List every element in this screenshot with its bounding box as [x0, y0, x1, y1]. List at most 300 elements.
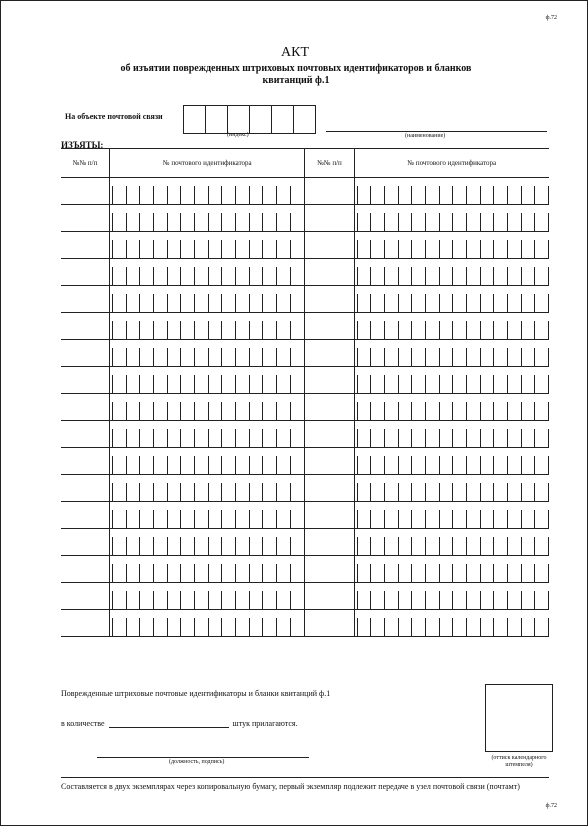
digit-box[interactable]: [411, 429, 425, 447]
digit-box[interactable]: [480, 429, 494, 447]
digit-box[interactable]: [439, 267, 453, 285]
digit-box[interactable]: [235, 294, 249, 312]
digit-box[interactable]: [480, 213, 494, 231]
digit-box[interactable]: [235, 537, 249, 555]
digit-box[interactable]: [139, 375, 153, 393]
digit-box[interactable]: [290, 591, 305, 609]
digit-box[interactable]: [290, 456, 305, 474]
digit-box[interactable]: [180, 267, 194, 285]
digit-box[interactable]: [411, 375, 425, 393]
digit-box[interactable]: [208, 186, 222, 204]
digit-box[interactable]: [167, 240, 181, 258]
row-number-cell[interactable]: [61, 232, 110, 259]
digit-box[interactable]: [411, 483, 425, 501]
digit-box[interactable]: [167, 483, 181, 501]
digit-box[interactable]: [153, 564, 167, 582]
digit-box[interactable]: [276, 483, 290, 501]
digit-box[interactable]: [534, 456, 549, 474]
digit-box[interactable]: [126, 348, 140, 366]
digit-box[interactable]: [466, 564, 480, 582]
digit-box[interactable]: [507, 375, 521, 393]
identifier-cell[interactable]: [354, 475, 549, 502]
identifier-cell[interactable]: [354, 556, 549, 583]
digit-box[interactable]: [398, 375, 412, 393]
digit-box[interactable]: [357, 402, 371, 420]
stamp-box[interactable]: [485, 684, 553, 752]
digit-box[interactable]: [276, 213, 290, 231]
digit-box[interactable]: [439, 240, 453, 258]
row-number-cell[interactable]: [305, 313, 354, 340]
index-digit-box[interactable]: [293, 105, 316, 134]
digit-box[interactable]: [139, 186, 153, 204]
digit-box[interactable]: [411, 321, 425, 339]
digit-box[interactable]: [534, 267, 549, 285]
digit-box[interactable]: [370, 213, 384, 231]
digit-box[interactable]: [112, 186, 126, 204]
row-number-cell[interactable]: [305, 178, 354, 205]
identifier-cell[interactable]: [354, 178, 549, 205]
digit-box[interactable]: [466, 591, 480, 609]
digit-box[interactable]: [208, 267, 222, 285]
digit-box[interactable]: [521, 240, 535, 258]
digit-box[interactable]: [249, 618, 263, 636]
digit-box[interactable]: [180, 348, 194, 366]
identifier-cell[interactable]: [354, 205, 549, 232]
digit-box[interactable]: [493, 591, 507, 609]
digit-box[interactable]: [153, 321, 167, 339]
digit-box[interactable]: [466, 537, 480, 555]
digit-box[interactable]: [112, 321, 126, 339]
digit-box[interactable]: [139, 456, 153, 474]
digit-box[interactable]: [235, 618, 249, 636]
digit-box[interactable]: [221, 240, 235, 258]
digit-box[interactable]: [466, 483, 480, 501]
digit-box[interactable]: [411, 618, 425, 636]
digit-box[interactable]: [493, 456, 507, 474]
digit-box[interactable]: [534, 213, 549, 231]
digit-box[interactable]: [167, 591, 181, 609]
digit-box[interactable]: [112, 483, 126, 501]
digit-box[interactable]: [398, 213, 412, 231]
digit-box[interactable]: [480, 591, 494, 609]
index-digit-box[interactable]: [205, 105, 228, 134]
digit-box[interactable]: [534, 294, 549, 312]
digit-box[interactable]: [139, 483, 153, 501]
digit-box[interactable]: [249, 213, 263, 231]
digit-box[interactable]: [180, 429, 194, 447]
digit-box[interactable]: [262, 510, 276, 528]
digit-box[interactable]: [221, 483, 235, 501]
digit-box[interactable]: [249, 402, 263, 420]
digit-box[interactable]: [126, 375, 140, 393]
digit-box[interactable]: [139, 537, 153, 555]
digit-box[interactable]: [521, 402, 535, 420]
digit-box[interactable]: [439, 456, 453, 474]
digit-box[interactable]: [493, 375, 507, 393]
digit-box[interactable]: [521, 456, 535, 474]
digit-box[interactable]: [507, 510, 521, 528]
digit-box[interactable]: [398, 267, 412, 285]
digit-box[interactable]: [493, 537, 507, 555]
identifier-cell[interactable]: [354, 502, 549, 529]
identifier-cell[interactable]: [354, 448, 549, 475]
digit-box[interactable]: [208, 294, 222, 312]
digit-box[interactable]: [534, 618, 549, 636]
identifier-cell[interactable]: [110, 556, 305, 583]
digit-box[interactable]: [221, 321, 235, 339]
digit-box[interactable]: [180, 618, 194, 636]
digit-box[interactable]: [249, 186, 263, 204]
digit-box[interactable]: [126, 564, 140, 582]
digit-box[interactable]: [384, 213, 398, 231]
digit-box[interactable]: [235, 375, 249, 393]
digit-box[interactable]: [398, 348, 412, 366]
digit-box[interactable]: [221, 348, 235, 366]
digit-box[interactable]: [194, 294, 208, 312]
digit-box[interactable]: [167, 294, 181, 312]
digit-box[interactable]: [208, 618, 222, 636]
digit-box[interactable]: [521, 186, 535, 204]
digit-box[interactable]: [180, 321, 194, 339]
digit-box[interactable]: [398, 429, 412, 447]
digit-box[interactable]: [276, 186, 290, 204]
digit-box[interactable]: [521, 429, 535, 447]
digit-box[interactable]: [357, 510, 371, 528]
digit-box[interactable]: [370, 483, 384, 501]
identifier-cell[interactable]: [354, 259, 549, 286]
digit-box[interactable]: [249, 240, 263, 258]
digit-box[interactable]: [221, 618, 235, 636]
digit-box[interactable]: [153, 375, 167, 393]
digit-box[interactable]: [411, 402, 425, 420]
digit-box[interactable]: [411, 348, 425, 366]
row-number-cell[interactable]: [61, 286, 110, 313]
digit-box[interactable]: [112, 429, 126, 447]
digit-box[interactable]: [370, 375, 384, 393]
digit-box[interactable]: [521, 294, 535, 312]
identifier-cell[interactable]: [110, 583, 305, 610]
row-number-cell[interactable]: [61, 610, 110, 637]
digit-box[interactable]: [208, 402, 222, 420]
digit-box[interactable]: [357, 267, 371, 285]
digit-box[interactable]: [357, 537, 371, 555]
digit-box[interactable]: [384, 321, 398, 339]
digit-box[interactable]: [384, 186, 398, 204]
digit-box[interactable]: [493, 483, 507, 501]
identifier-cell[interactable]: [354, 313, 549, 340]
row-number-cell[interactable]: [61, 340, 110, 367]
row-number-cell[interactable]: [61, 205, 110, 232]
row-number-cell[interactable]: [305, 502, 354, 529]
row-number-cell[interactable]: [61, 475, 110, 502]
row-number-cell[interactable]: [305, 259, 354, 286]
digit-box[interactable]: [466, 267, 480, 285]
digit-box[interactable]: [493, 402, 507, 420]
digit-box[interactable]: [411, 186, 425, 204]
digit-box[interactable]: [452, 240, 466, 258]
index-digit-box[interactable]: [271, 105, 294, 134]
row-number-cell[interactable]: [305, 286, 354, 313]
digit-box[interactable]: [411, 213, 425, 231]
digit-box[interactable]: [194, 240, 208, 258]
digit-box[interactable]: [153, 267, 167, 285]
digit-box[interactable]: [235, 348, 249, 366]
identifier-cell[interactable]: [110, 313, 305, 340]
digit-box[interactable]: [221, 267, 235, 285]
row-number-cell[interactable]: [305, 529, 354, 556]
digit-box[interactable]: [466, 186, 480, 204]
digit-box[interactable]: [480, 375, 494, 393]
digit-box[interactable]: [262, 240, 276, 258]
digit-box[interactable]: [276, 537, 290, 555]
digit-box[interactable]: [126, 240, 140, 258]
digit-box[interactable]: [235, 456, 249, 474]
digit-box[interactable]: [153, 483, 167, 501]
digit-box[interactable]: [139, 267, 153, 285]
digit-box[interactable]: [493, 321, 507, 339]
digit-box[interactable]: [493, 348, 507, 366]
digit-box[interactable]: [139, 564, 153, 582]
digit-box[interactable]: [126, 456, 140, 474]
digit-box[interactable]: [398, 240, 412, 258]
digit-box[interactable]: [452, 591, 466, 609]
digit-box[interactable]: [357, 348, 371, 366]
digit-box[interactable]: [262, 618, 276, 636]
digit-box[interactable]: [452, 321, 466, 339]
digit-box[interactable]: [262, 348, 276, 366]
identifier-cell[interactable]: [110, 367, 305, 394]
digit-box[interactable]: [290, 402, 305, 420]
digit-box[interactable]: [276, 402, 290, 420]
digit-box[interactable]: [126, 186, 140, 204]
digit-box[interactable]: [249, 375, 263, 393]
digit-box[interactable]: [493, 564, 507, 582]
digit-box[interactable]: [493, 294, 507, 312]
digit-box[interactable]: [249, 510, 263, 528]
digit-box[interactable]: [208, 321, 222, 339]
digit-box[interactable]: [425, 456, 439, 474]
digit-box[interactable]: [167, 537, 181, 555]
digit-box[interactable]: [357, 591, 371, 609]
digit-box[interactable]: [425, 186, 439, 204]
digit-box[interactable]: [167, 456, 181, 474]
digit-box[interactable]: [507, 537, 521, 555]
digit-box[interactable]: [235, 321, 249, 339]
digit-box[interactable]: [398, 402, 412, 420]
digit-box[interactable]: [452, 213, 466, 231]
digit-box[interactable]: [153, 348, 167, 366]
digit-box[interactable]: [439, 537, 453, 555]
digit-box[interactable]: [439, 510, 453, 528]
row-number-cell[interactable]: [305, 367, 354, 394]
row-number-cell[interactable]: [305, 583, 354, 610]
digit-box[interactable]: [493, 213, 507, 231]
digit-box[interactable]: [534, 240, 549, 258]
digit-box[interactable]: [221, 402, 235, 420]
digit-box[interactable]: [180, 294, 194, 312]
digit-box[interactable]: [167, 402, 181, 420]
digit-box[interactable]: [153, 402, 167, 420]
digit-box[interactable]: [507, 240, 521, 258]
digit-box[interactable]: [480, 483, 494, 501]
digit-box[interactable]: [221, 591, 235, 609]
digit-box[interactable]: [425, 429, 439, 447]
digit-box[interactable]: [167, 510, 181, 528]
digit-box[interactable]: [139, 240, 153, 258]
digit-box[interactable]: [398, 591, 412, 609]
digit-box[interactable]: [167, 375, 181, 393]
row-number-cell[interactable]: [61, 394, 110, 421]
digit-box[interactable]: [357, 186, 371, 204]
digit-box[interactable]: [480, 618, 494, 636]
digit-box[interactable]: [425, 267, 439, 285]
digit-box[interactable]: [249, 483, 263, 501]
digit-box[interactable]: [466, 240, 480, 258]
digit-box[interactable]: [480, 294, 494, 312]
identifier-cell[interactable]: [110, 529, 305, 556]
digit-box[interactable]: [384, 537, 398, 555]
row-number-cell[interactable]: [61, 448, 110, 475]
digit-box[interactable]: [466, 456, 480, 474]
digit-box[interactable]: [452, 483, 466, 501]
digit-box[interactable]: [276, 429, 290, 447]
digit-box[interactable]: [357, 321, 371, 339]
digit-box[interactable]: [276, 294, 290, 312]
digit-box[interactable]: [439, 348, 453, 366]
digit-box[interactable]: [480, 456, 494, 474]
digit-box[interactable]: [126, 591, 140, 609]
digit-box[interactable]: [112, 294, 126, 312]
signature-field[interactable]: [97, 757, 309, 758]
digit-box[interactable]: [357, 429, 371, 447]
digit-box[interactable]: [112, 591, 126, 609]
digit-box[interactable]: [425, 564, 439, 582]
digit-box[interactable]: [493, 429, 507, 447]
digit-box[interactable]: [384, 267, 398, 285]
digit-box[interactable]: [507, 294, 521, 312]
digit-box[interactable]: [357, 564, 371, 582]
identifier-cell[interactable]: [354, 394, 549, 421]
digit-box[interactable]: [276, 240, 290, 258]
digit-box[interactable]: [262, 564, 276, 582]
digit-box[interactable]: [439, 429, 453, 447]
digit-box[interactable]: [221, 510, 235, 528]
digit-box[interactable]: [480, 537, 494, 555]
row-number-cell[interactable]: [305, 340, 354, 367]
digit-box[interactable]: [398, 564, 412, 582]
identifier-cell[interactable]: [110, 286, 305, 313]
digit-box[interactable]: [235, 564, 249, 582]
digit-box[interactable]: [534, 429, 549, 447]
digit-box[interactable]: [411, 537, 425, 555]
digit-box[interactable]: [112, 456, 126, 474]
identifier-cell[interactable]: [354, 529, 549, 556]
digit-box[interactable]: [208, 348, 222, 366]
digit-box[interactable]: [112, 240, 126, 258]
digit-box[interactable]: [139, 321, 153, 339]
digit-box[interactable]: [235, 483, 249, 501]
digit-box[interactable]: [452, 564, 466, 582]
identifier-cell[interactable]: [110, 502, 305, 529]
digit-box[interactable]: [452, 429, 466, 447]
digit-box[interactable]: [384, 483, 398, 501]
digit-box[interactable]: [411, 294, 425, 312]
digit-box[interactable]: [521, 375, 535, 393]
digit-box[interactable]: [534, 483, 549, 501]
digit-box[interactable]: [290, 186, 305, 204]
digit-box[interactable]: [452, 267, 466, 285]
digit-box[interactable]: [262, 294, 276, 312]
row-number-cell[interactable]: [61, 529, 110, 556]
row-number-cell[interactable]: [61, 367, 110, 394]
digit-box[interactable]: [290, 348, 305, 366]
digit-box[interactable]: [370, 348, 384, 366]
index-digit-box[interactable]: [183, 105, 206, 134]
digit-box[interactable]: [357, 375, 371, 393]
digit-box[interactable]: [493, 510, 507, 528]
digit-box[interactable]: [276, 564, 290, 582]
digit-box[interactable]: [276, 591, 290, 609]
digit-box[interactable]: [290, 429, 305, 447]
identifier-cell[interactable]: [110, 421, 305, 448]
digit-box[interactable]: [235, 186, 249, 204]
digit-box[interactable]: [208, 591, 222, 609]
digit-box[interactable]: [262, 429, 276, 447]
digit-box[interactable]: [521, 321, 535, 339]
identifier-cell[interactable]: [110, 340, 305, 367]
digit-box[interactable]: [290, 375, 305, 393]
digit-box[interactable]: [493, 618, 507, 636]
digit-box[interactable]: [249, 591, 263, 609]
digit-box[interactable]: [112, 510, 126, 528]
digit-box[interactable]: [180, 564, 194, 582]
digit-box[interactable]: [521, 618, 535, 636]
digit-box[interactable]: [112, 213, 126, 231]
digit-box[interactable]: [411, 510, 425, 528]
digit-box[interactable]: [439, 564, 453, 582]
row-number-cell[interactable]: [305, 421, 354, 448]
digit-box[interactable]: [357, 213, 371, 231]
digit-box[interactable]: [249, 267, 263, 285]
identifier-cell[interactable]: [354, 286, 549, 313]
postal-object-name-field[interactable]: [326, 131, 547, 132]
digit-box[interactable]: [290, 564, 305, 582]
row-number-cell[interactable]: [61, 421, 110, 448]
digit-box[interactable]: [507, 348, 521, 366]
digit-box[interactable]: [384, 591, 398, 609]
identifier-cell[interactable]: [110, 178, 305, 205]
digit-box[interactable]: [425, 294, 439, 312]
digit-box[interactable]: [425, 375, 439, 393]
digit-box[interactable]: [357, 483, 371, 501]
digit-box[interactable]: [194, 564, 208, 582]
digit-box[interactable]: [425, 348, 439, 366]
digit-box[interactable]: [452, 456, 466, 474]
digit-box[interactable]: [398, 294, 412, 312]
digit-box[interactable]: [112, 564, 126, 582]
digit-box[interactable]: [249, 564, 263, 582]
digit-box[interactable]: [167, 186, 181, 204]
digit-box[interactable]: [180, 375, 194, 393]
digit-box[interactable]: [194, 321, 208, 339]
identifier-cell[interactable]: [354, 421, 549, 448]
digit-box[interactable]: [507, 321, 521, 339]
digit-box[interactable]: [112, 537, 126, 555]
digit-box[interactable]: [235, 429, 249, 447]
row-number-cell[interactable]: [61, 259, 110, 286]
identifier-cell[interactable]: [110, 205, 305, 232]
digit-box[interactable]: [439, 294, 453, 312]
